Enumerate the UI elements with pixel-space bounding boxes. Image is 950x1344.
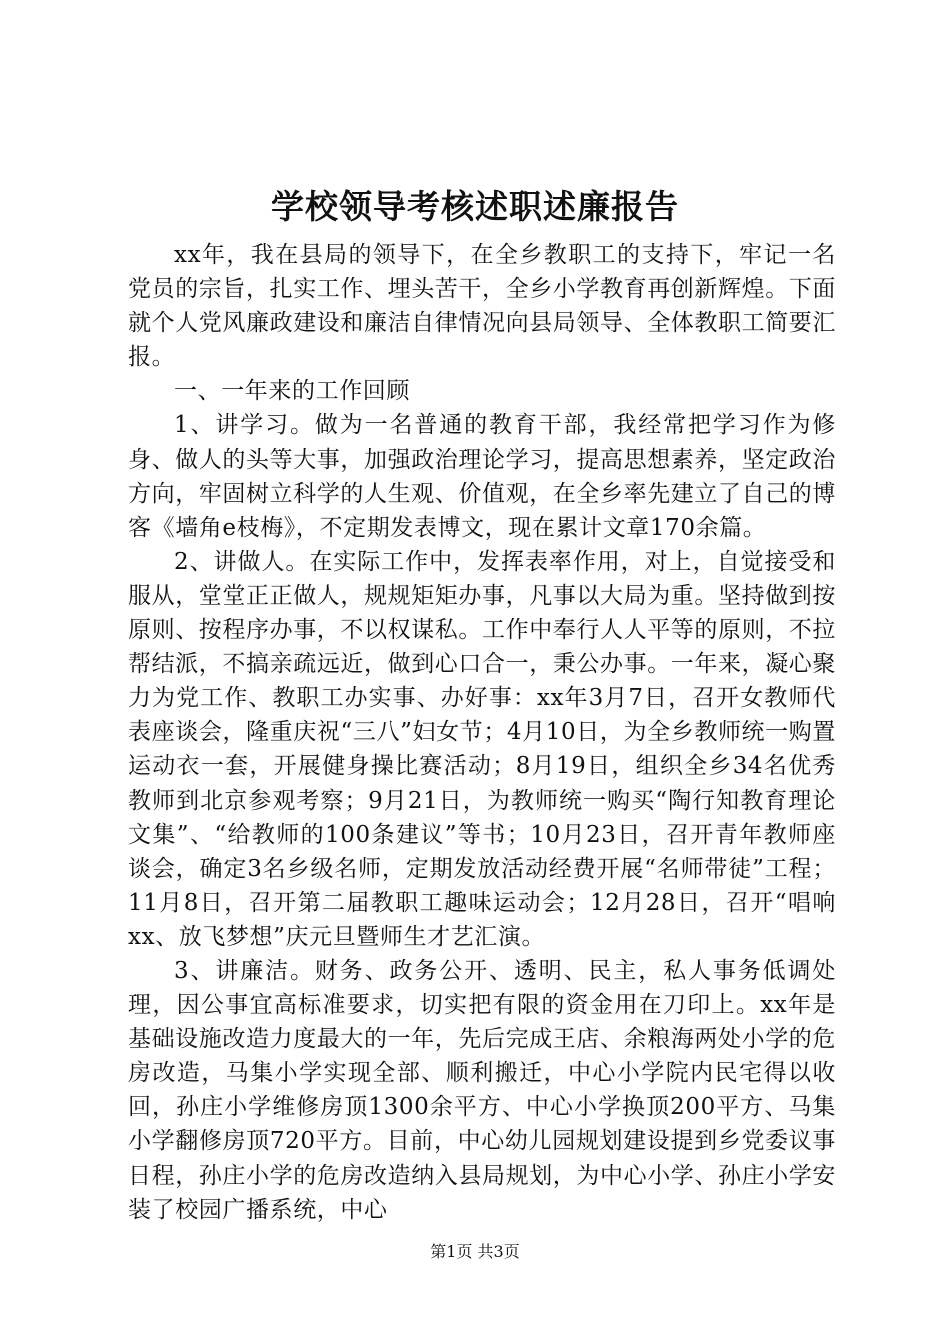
document-body [128, 238, 836, 1227]
paragraph-intro: xx年，我在县局的领导下，在全乡教职工的支持下，牢记一名党员的宗旨，扎实工作、埋头苦干，全乡小学教育再创新辉煌。下面就个人党风廉政建设和廉洁自律情况向县局领导、全体教职工简要汇报。 [128, 242, 836, 371]
section-heading: 一、一年来的工作回顾 [174, 378, 410, 405]
paragraph-conduct: 2、讲做人。在实际工作中，发挥表率作用，对上，自觉接受和服从，堂堂正正做人，规规矩矩办事，凡事以大局为重。坚持做到按原则、按程序办事，不以权谋私。工作中奉行人人平等的原则，不拉帮结派，不搞亲疏远近，做到心口合一，秉公办事。一年来，凝心聚力为党工作、教职工办实事、办好事：xx年3月7日，召开女教师代表座谈会，隆重庆祝“三八”妇女节；4月10日，为全乡教师统一购置运动衣一套，开展健身操比赛活动；8月19日，组织全乡34名优秀教师到北京参观考察；9月21日，为教师统一购买“陶行知教育理论文集”、“给教师的100条建议”等书；10月23日，召开青年教师座谈会，确定3名乡级名师，定期发放活动经费开展“名师带徒”工程；11月8日，召开第二届教职工趣味运动会；12月28日，召开“唱响xx、放飞梦想”庆元旦暨师生才艺汇演。 [128, 548, 836, 950]
paragraph-integrity: 3、讲廉洁。财务、政务公开、透明、民主，私人事务低调处理，因公事宜高标准要求，切实把有限的资金用在刀印上。xx年是基础设施改造力度最大的一年，先后完成王店、余粮海两处小学的危房改造，马集小学实现全部、顺利搬迁，中心小学院内民宅得以收回，孙庄小学维修房顶1300余平方、中心小学换顶200平方、马集小学翻修房顶720平方。目前，中心幼儿园规划建设提到乡党委议事日程，孙庄小学的危房改造纳入县局规划，为中心小学、孙庄小学安装了校园广播系统，中心 [128, 957, 836, 1223]
document-title: 学校领导考核述职述廉报告 [271, 187, 679, 226]
page-number-footer: 第1页 共3页 [430, 1242, 520, 1261]
paragraph-study: 1、讲学习。做为一名普通的教育干部，我经常把学习作为修身、做人的头等大事，加强政治理论学习，提高思想素养，坚定政治方向，牢固树立科学的人生观、价值观，在全乡率先建立了自己的博客《墙角e枝梅》，不定期发表博文，现在累计文章170余篇。 [128, 412, 836, 541]
